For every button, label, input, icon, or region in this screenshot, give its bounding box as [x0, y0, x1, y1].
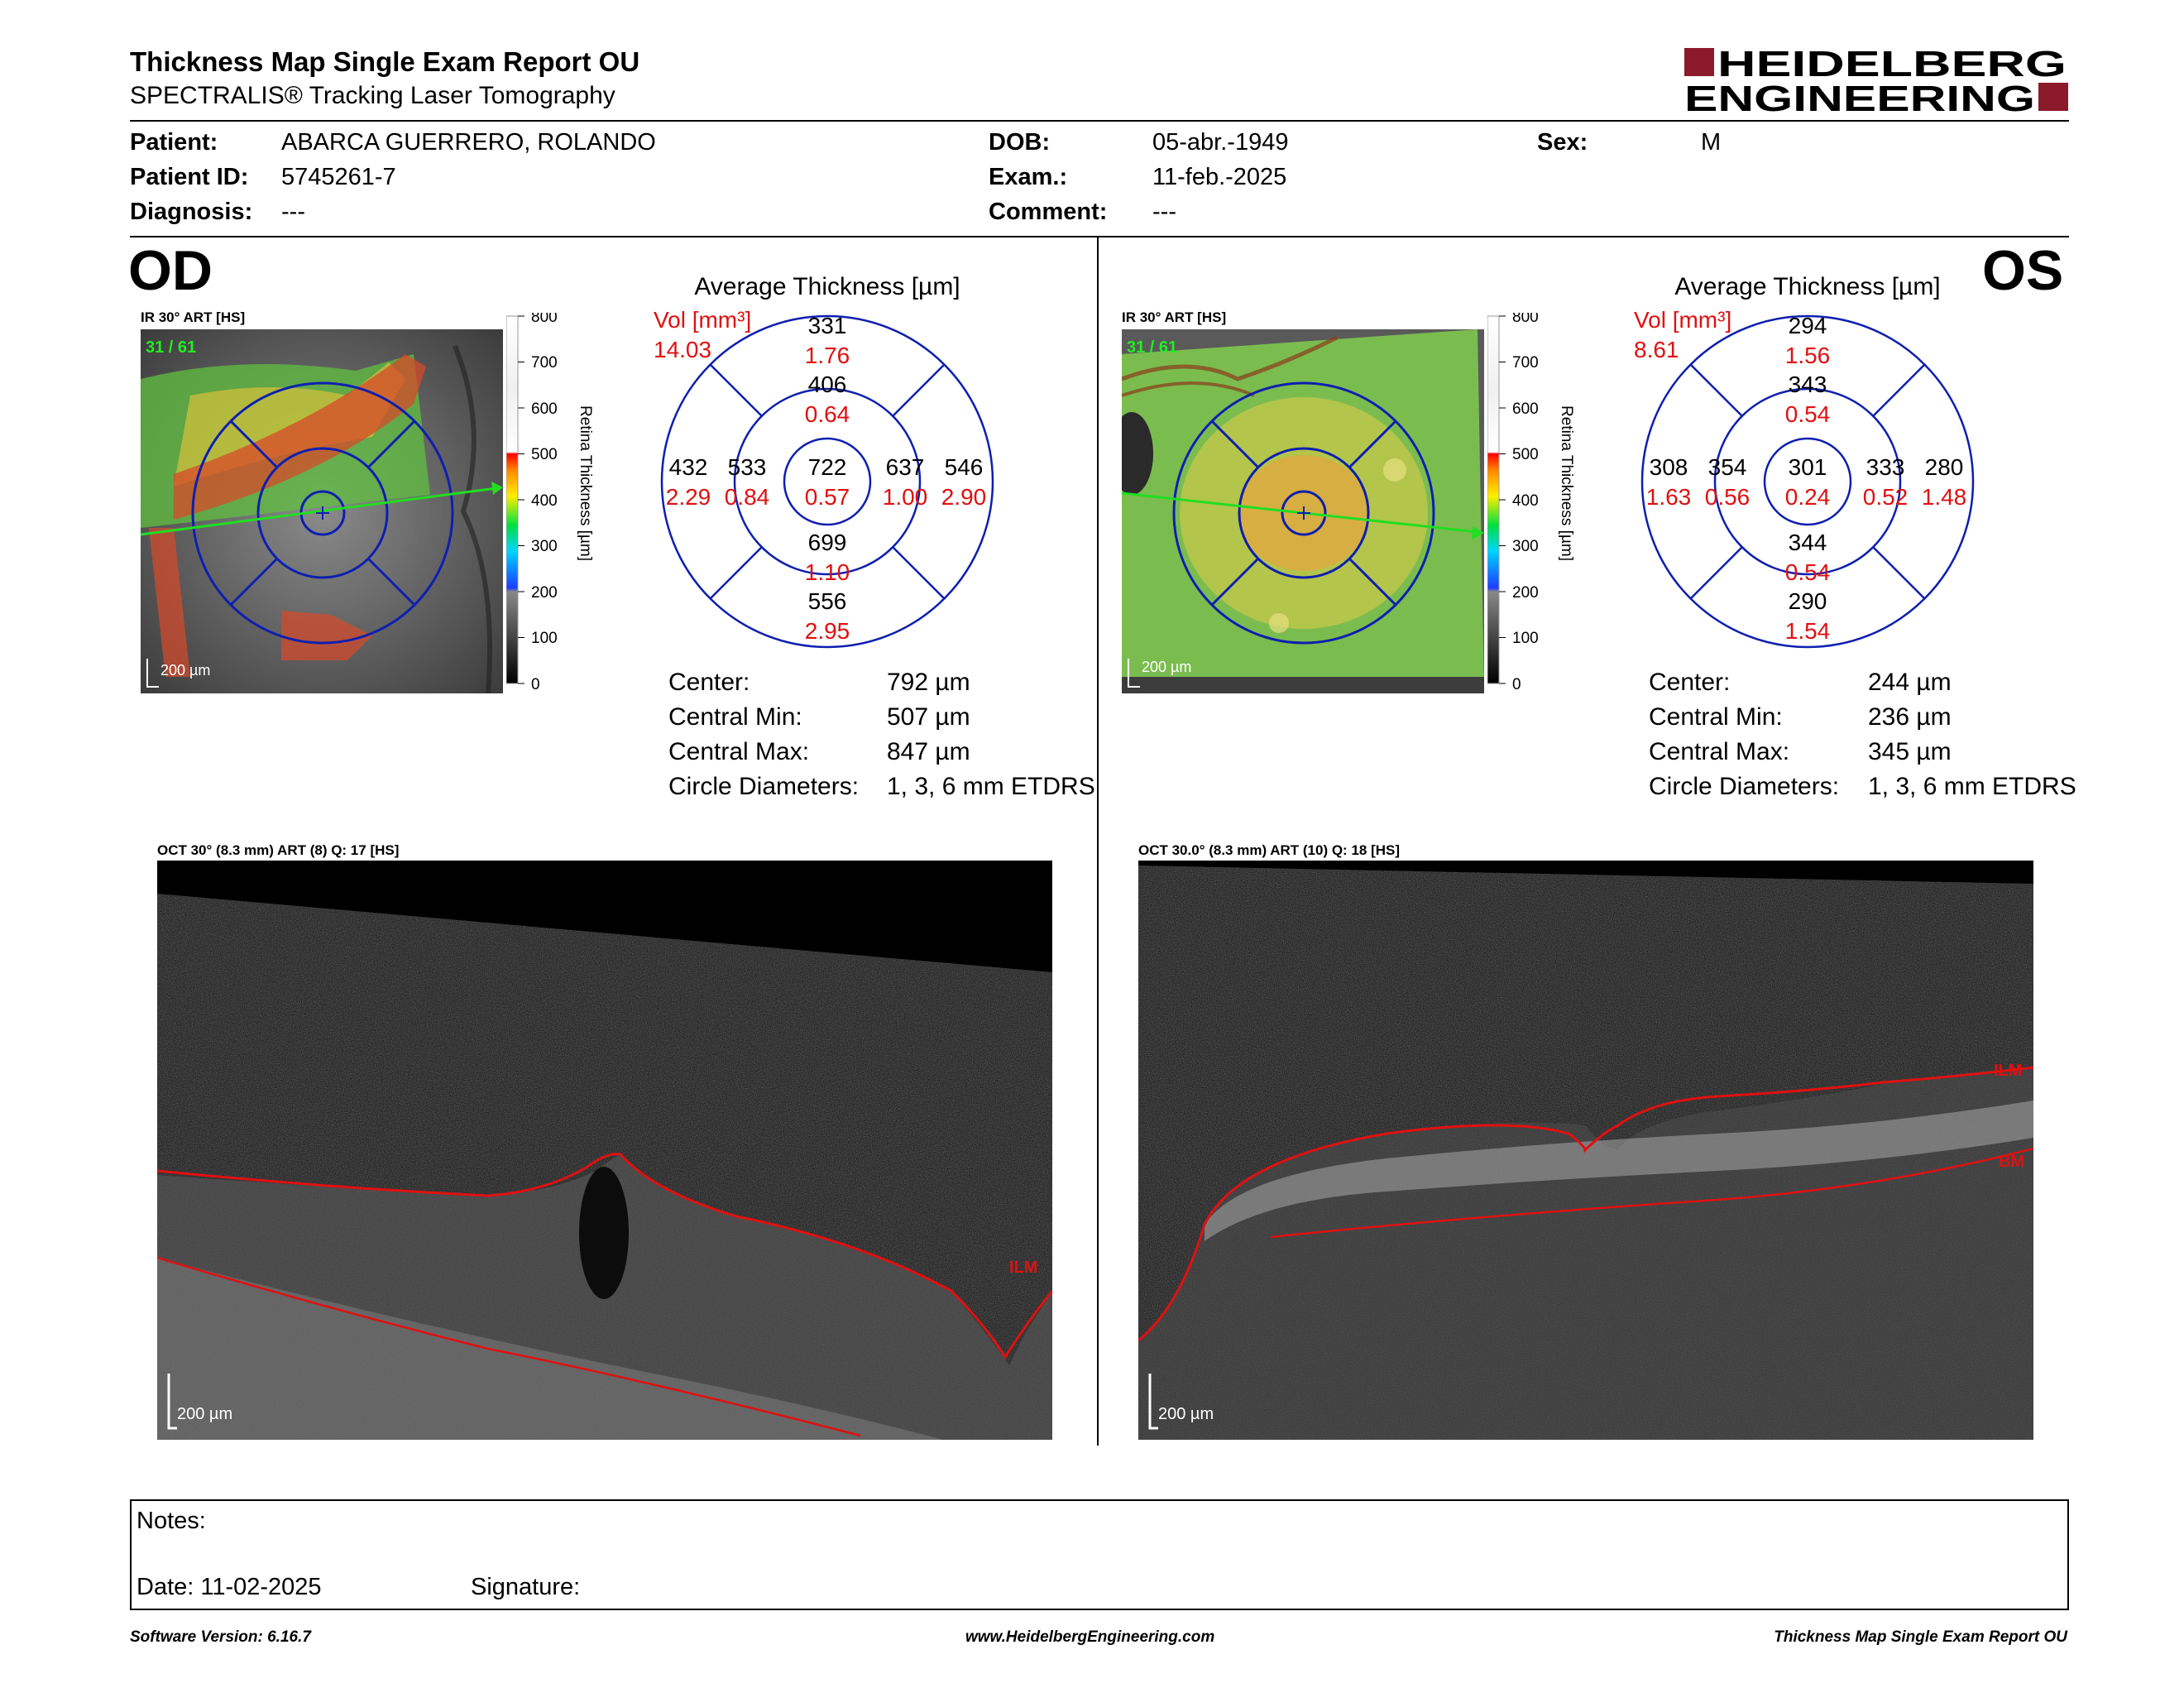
os-right-inner-thickness: 333 [1866, 454, 1905, 480]
report-subtitle: SPECTRALIS® Tracking Laser Tomography [130, 82, 615, 109]
os-colorbar [1487, 313, 1578, 693]
od-oct-label: OCT 30° (8.3 mm) ART (8) Q: 17 [HS] [157, 842, 400, 858]
od-right-inner-volume: 1.00 [882, 484, 928, 510]
comment-value: --- [1152, 199, 1176, 225]
od-top-outer-thickness: 331 [807, 313, 847, 338]
os-eye-label: OS [1982, 239, 2064, 302]
od-central-min-value: 507 µm [887, 703, 970, 731]
footer-report-name: Thickness Map Single Exam Report OU [1774, 1628, 2067, 1646]
colorbar-tick: 600 [531, 400, 558, 418]
os-vol-label: Vol [mm³] [1634, 307, 1732, 333]
colorbar-tick: 800 [531, 313, 558, 326]
sex-value: M [1701, 129, 1722, 156]
os-fundus-image [1122, 329, 1484, 693]
od-vol-label: Vol [mm³] [654, 307, 752, 333]
od-oct-scan [157, 861, 1052, 1440]
header-rule [130, 120, 2069, 122]
os-bottom-inner-volume: 0.54 [1784, 559, 1831, 585]
os-avg-title: Average Thickness [µm] [1674, 273, 1941, 300]
patient-id: 5745261-7 [281, 164, 396, 190]
od-bottom-outer-thickness: 556 [807, 588, 847, 614]
os-right-outer-thickness: 280 [1924, 454, 1964, 480]
logo-line1: HEIDELBERG [1717, 45, 2067, 84]
od-bottom-inner-thickness: 699 [807, 530, 847, 555]
patient-label: Patient: [130, 129, 218, 156]
notes-box [130, 1499, 2069, 1610]
os-left-inner-thickness: 354 [1707, 454, 1747, 480]
os-bottom-outer-thickness: 290 [1788, 588, 1827, 614]
od-oct-scale: 200 µm [177, 1405, 233, 1423]
os-left-outer-thickness: 308 [1649, 454, 1688, 480]
od-avg-title: Average Thickness [µm] [694, 273, 960, 300]
colorbar-tick: 100 [531, 630, 558, 647]
os-fundus-counter: 31 / 61 [1127, 338, 1178, 357]
colorbar-title: Retina Thickness [µm] [577, 405, 594, 561]
os-oct-layer-bm: BM [1999, 1153, 2025, 1171]
os-left-inner-volume: 0.56 [1704, 484, 1751, 510]
od-top-inner-volume: 0.64 [804, 401, 850, 427]
os-oct-label: OCT 30.0° (8.3 mm) ART (10) Q: 18 [HS] [1138, 842, 1401, 858]
os-left-outer-volume: 1.63 [1645, 484, 1692, 510]
os-central-min-value: 236 µm [1868, 703, 1952, 731]
info-rule [130, 236, 2069, 237]
colorbar-tick: 300 [1512, 538, 1539, 555]
od-fundus-counter: 31 / 61 [146, 338, 197, 357]
od-right-inner-thickness: 637 [885, 454, 925, 480]
sex-label: Sex: [1537, 129, 1588, 156]
od-center-volume: 0.57 [804, 484, 850, 510]
od-vol-value: 14.03 [654, 337, 712, 362]
od-central-min-label: Central Min: [668, 703, 802, 731]
colorbar-tick: 400 [1512, 492, 1539, 510]
os-oct-scale: 200 µm [1158, 1405, 1214, 1423]
os-central-min-label: Central Min: [1649, 703, 1783, 731]
od-right-outer-thickness: 546 [944, 454, 984, 480]
od-etdrs-chart [645, 265, 1109, 654]
os-central-max-value: 345 µm [1868, 738, 1952, 765]
diagnosis-value: --- [281, 199, 305, 225]
os-center-volume: 0.24 [1784, 484, 1831, 510]
od-left-inner-thickness: 533 [727, 454, 767, 480]
os-center-thickness: 301 [1788, 454, 1827, 480]
os-vol-value: 8.61 [1634, 337, 1679, 362]
os-top-inner-volume: 0.54 [1784, 401, 1831, 427]
colorbar-tick: 0 [1512, 676, 1521, 693]
od-center-label: Center: [668, 669, 750, 696]
os-oct-scan [1138, 861, 2033, 1440]
colorbar-tick: 700 [531, 354, 558, 372]
os-central-max-label: Central Max: [1649, 738, 1790, 765]
od-top-outer-volume: 1.76 [804, 343, 850, 368]
os-circle-diameters-value: 1, 3, 6 mm ETDRS [1868, 773, 2076, 800]
os-fundus-scale: 200 µm [1142, 659, 1192, 675]
os-bottom-outer-volume: 1.54 [1784, 618, 1831, 644]
od-oct-layer-ilm: ILM [1009, 1259, 1038, 1277]
report-title: Thickness Map Single Exam Report OU [130, 46, 640, 77]
od-eye-label: OD [128, 239, 213, 302]
logo-line2: ENGINEERING [1684, 79, 2035, 117]
od-fundus-image [141, 329, 503, 693]
exam-value: 11-feb.-2025 [1152, 164, 1287, 190]
od-fundus-scale: 200 µm [160, 662, 211, 679]
os-top-outer-thickness: 294 [1788, 313, 1827, 338]
os-center-label: Center: [1649, 669, 1731, 696]
od-right-outer-volume: 2.90 [941, 484, 987, 510]
os-bottom-inner-thickness: 344 [1788, 530, 1827, 555]
dob-label: DOB: [989, 129, 1051, 156]
os-oct-layer-ilm: ILM [1994, 1062, 2023, 1080]
od-bottom-outer-volume: 2.95 [804, 618, 850, 644]
patient-name: ABARCA GUERRERO, ROLANDO [281, 129, 656, 156]
od-center-value: 792 µm [887, 669, 970, 696]
od-top-inner-thickness: 406 [807, 372, 847, 397]
os-circle-diameters-label: Circle Diameters: [1649, 773, 1840, 800]
os-fundus-label: IR 30° ART [HS] [1122, 309, 1227, 325]
os-right-outer-volume: 1.48 [1921, 484, 1967, 510]
od-circle-diameters-label: Circle Diameters: [668, 773, 860, 800]
footer-website: www.HeidelbergEngineering.com [965, 1628, 1215, 1646]
os-etdrs-chart [1626, 265, 2089, 654]
dob-value: 05-abr.-1949 [1152, 129, 1289, 156]
colorbar-tick: 100 [1512, 630, 1539, 647]
colorbar-tick: 700 [1512, 354, 1539, 372]
diagnosis-label: Diagnosis: [130, 199, 253, 225]
colorbar-title: Retina Thickness [µm] [1558, 405, 1575, 561]
colorbar-tick: 600 [1512, 400, 1539, 418]
od-fundus-label: IR 30° ART [HS] [141, 309, 246, 325]
od-central-max-value: 847 µm [887, 738, 970, 765]
colorbar-tick: 500 [1512, 446, 1539, 463]
os-right-inner-volume: 0.52 [1862, 484, 1909, 510]
signature-label: Signature: [471, 1574, 581, 1600]
colorbar-tick: 200 [1512, 584, 1539, 602]
colorbar-tick: 0 [531, 676, 540, 693]
os-top-inner-thickness: 343 [1788, 372, 1827, 397]
colorbar-tick: 500 [531, 446, 558, 463]
od-center-thickness: 722 [807, 454, 847, 480]
exam-label: Exam.: [989, 164, 1068, 190]
colorbar-tick: 200 [531, 584, 558, 602]
od-left-inner-volume: 0.84 [724, 484, 770, 510]
colorbar-tick: 300 [531, 538, 558, 555]
comment-label: Comment: [989, 199, 1108, 225]
company-logo [1684, 45, 2068, 117]
date-label: Date: 11-02-2025 [136, 1574, 322, 1600]
colorbar-tick: 800 [1512, 313, 1539, 326]
od-circle-diameters-value: 1, 3, 6 mm ETDRS [887, 773, 1095, 800]
colorbar-tick: 400 [531, 492, 558, 510]
od-left-outer-thickness: 432 [668, 454, 708, 480]
notes-label: Notes: [136, 1508, 206, 1534]
footer-software-version: Software Version: 6.16.7 [130, 1628, 311, 1646]
od-left-outer-volume: 2.29 [665, 484, 711, 510]
os-top-outer-volume: 1.56 [1784, 343, 1831, 368]
od-bottom-inner-volume: 1.10 [804, 559, 850, 585]
patient-id-label: Patient ID: [130, 164, 249, 190]
od-central-max-label: Central Max: [668, 738, 810, 765]
od-colorbar [506, 313, 597, 693]
os-center-value: 244 µm [1868, 669, 1952, 696]
